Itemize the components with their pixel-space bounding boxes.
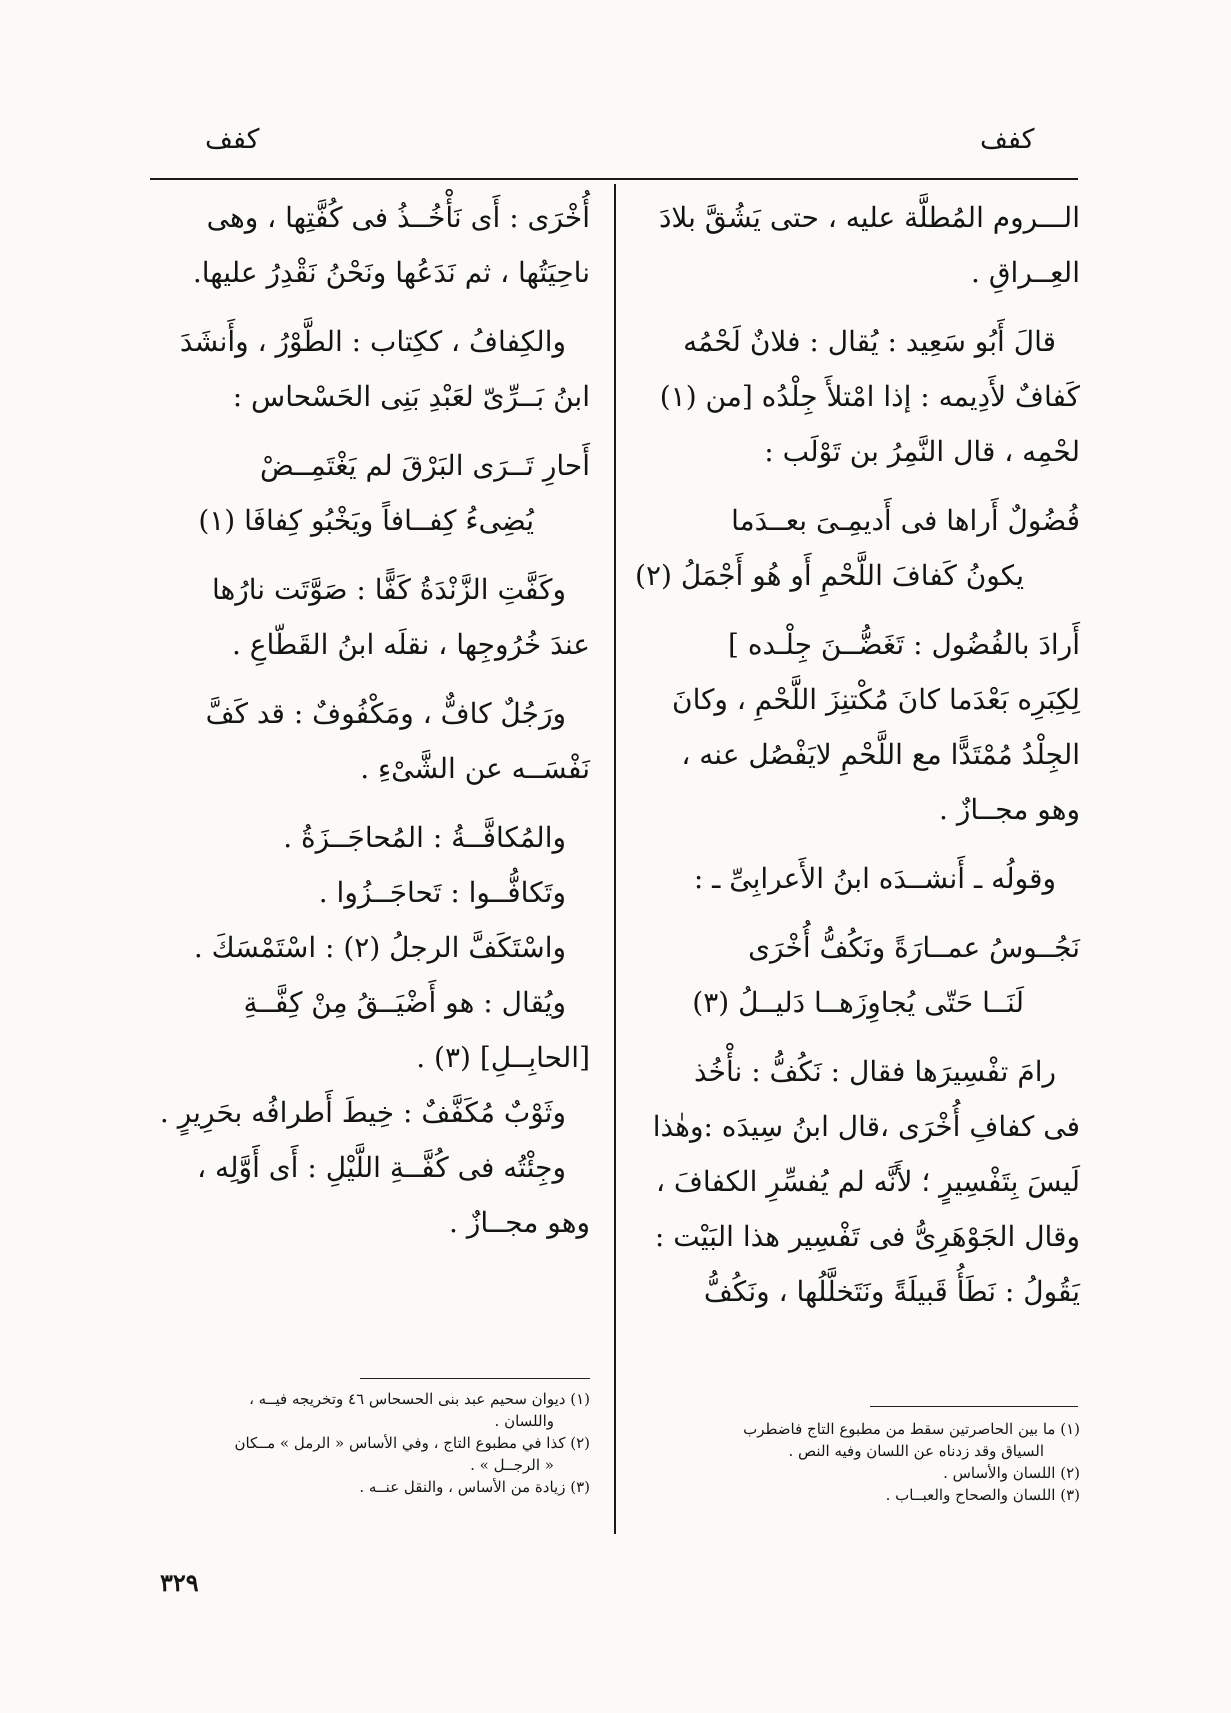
text-line: وكَفَّتِ الزَّنْدَةُ كَفًّا : صَوَّتَت نارُها <box>211 573 566 606</box>
text-line: وثَوْبٌ مُكَفَّفٌ : خِيطَ أَطرافُه بحَرِيرٍ . <box>159 1096 566 1129</box>
text-line: فى كفافِ أُخْرَى ،قال ابنُ سِيدَه :وهٰذا <box>652 1110 1080 1143</box>
footnotes-right <box>660 1418 1080 1506</box>
footnote-line: (٢) اللسان والأساس . <box>943 1464 1080 1482</box>
footnotes-left <box>150 1388 590 1498</box>
text-line: أُخْرَى : أَى نَأْخُــذُ فى كُفَّتِها ، وهى <box>206 201 590 234</box>
text-line: ابنُ بَــرِّىّ لعَبْدِ بَنِى الحَسْحاس : <box>232 380 590 413</box>
text-line: والكِفافُ ، ككِتاب : الطَّوْرُ ، وأَنشَدَ <box>179 325 566 358</box>
text-line: والمُكافَّــةُ : المُحاجَــزَةُ . <box>283 821 566 854</box>
footnote-line: « الرجــل » . <box>470 1456 554 1474</box>
right-column <box>635 190 1080 1319</box>
running-header-left: كفف <box>205 124 260 155</box>
verse-line: فُضُولٌ أَراها فى أَديمِـىَ بعــدَما <box>731 504 1080 537</box>
text-line: كَفافٌ لأَدِيمه : إذا امْتلأَ جِلْدُه [من (١) <box>659 380 1080 413</box>
footnote-line: (٣) زيادة من الأساس ، والنقل عنــه . <box>359 1478 590 1496</box>
text-line: يَقُولُ : نَطَأُ قَبيلَةً ونَتَخلَّلُها ، ونَكُفُّ <box>703 1275 1080 1308</box>
text-line: أَرادَ بالفُضُول : تَغَضُّــنَ جِلْـده ] <box>728 628 1080 661</box>
text-line: وقولُه ـ أَنشــدَه ابنُ الأَعرابِىِّ ـ : <box>693 862 1056 895</box>
verse-line: يكونُ كَفافَ اللَّحْمِ أَو هُو أَجْمَلُ (٢) <box>635 559 1024 592</box>
footnote-line: واللسان . <box>494 1412 554 1430</box>
footnote-line: السياق وقد زدناه عن اللسان وفيه النص . <box>788 1442 1044 1460</box>
text-line: لَيسَ بِتَفْسِيرٍ ؛ لأَنَّه لم يُفسِّرِ الكفافَ ، <box>655 1165 1080 1198</box>
running-header-right: كفف <box>980 124 1035 155</box>
text-line: ويُقال : هو أَضْيَــقُ مِنْ كِفَّــةِ <box>243 986 566 1019</box>
text-line: وهو مجــازٌ . <box>449 1206 590 1239</box>
text-line: الجِلْدُ مُمْتَدًّا مع اللَّحْمِ لايَفْصُل عنه ، <box>681 738 1080 771</box>
text-line: وجِئْتُه فى كُفَّــةِ اللَّيْلِ : أَى أَوَّلِه ، <box>197 1151 566 1184</box>
text-line: [الحابِــلِ] (٣) . <box>416 1041 590 1074</box>
footnote-line: (٢) كذا في مطبوع التاج ، وفي الأساس « الرمل » مــكان <box>234 1434 590 1452</box>
verse-line: لَنَــا حَتّى يُجاوِزَهــا دَليــلُ (٣) <box>692 986 1024 1019</box>
footnote-line: (١) ديوان سحيم عبد بنى الحسحاس ٤٦ وتخريجه فيــه ، <box>249 1390 590 1408</box>
text-line: عندَ خُرُوجِها ، نقلَه ابنُ القَطّاعِ . <box>231 628 590 661</box>
column-divider <box>614 184 616 1534</box>
text-line: ناحِيَتُها ، ثم نَدَعُها ونَحْنُ نَقْدِرُ عليها. <box>192 256 590 289</box>
text-line: وتَكافُّــوا : تَحاجَــزُوا . <box>318 876 566 909</box>
text-line: لحْمِه ، قال النَّمِرُ بن تَوْلَب : <box>764 435 1080 468</box>
text-line: واسْتَكَفَّ الرجلُ (٢) : اسْتَمْسَكَ . <box>193 931 566 964</box>
text-line: الـــروم المُطلَّة عليه ، حتى يَشُقَّ بلادَ <box>658 201 1080 234</box>
text-line: وقال الجَوْهَرِىُّ فى تَفْسِير هذا البَيْت : <box>654 1220 1080 1253</box>
footnote-line: (١) ما بين الحاصرتين سقط من مطبوع التاج فاضطرب <box>743 1420 1080 1438</box>
footnote-rule-right <box>870 1406 1078 1407</box>
verse-line: يُضِىءُ كِفــافاً ويَخْبُو كِفافَا (١) <box>198 504 534 537</box>
footnote-rule-left <box>360 1378 590 1379</box>
page-number: ٣٢٩ <box>160 1568 199 1597</box>
text-line: وهو مجــازٌ . <box>939 793 1080 826</box>
footnote-line: (٣) اللسان والصحاح والعبــاب . <box>885 1486 1080 1504</box>
text-line: العِــراقِ . <box>971 256 1080 289</box>
text-line: نَفْسَــه عن الشَّىْءِ . <box>360 752 590 785</box>
left-column <box>150 190 590 1250</box>
header-rule <box>150 178 1078 180</box>
verse-line: أَحارِ تَــرَى البَرْقَ لم يَغْتَمِــضْ <box>259 449 590 482</box>
text-line: قالَ أَبُو سَعِيد : يُقال : فلانٌ لَحْمُه <box>683 325 1056 358</box>
text-line: ورَجُلٌ كافٌّ ، ومَكْفُوفٌ : قد كَفَّ <box>205 697 566 730</box>
text-line: لِكِبَرِه بَعْدَما كانَ مُكْتنِزَ اللَّحْمِ ، وكانَ <box>672 683 1080 716</box>
text-line: رامَ تفْسِيرَها فقال : نَكُفُّ : نأْخُذ <box>693 1055 1056 1088</box>
verse-line: نَجُــوسُ عمــارَةً ونَكُفُّ أُخْرَى <box>748 931 1080 964</box>
